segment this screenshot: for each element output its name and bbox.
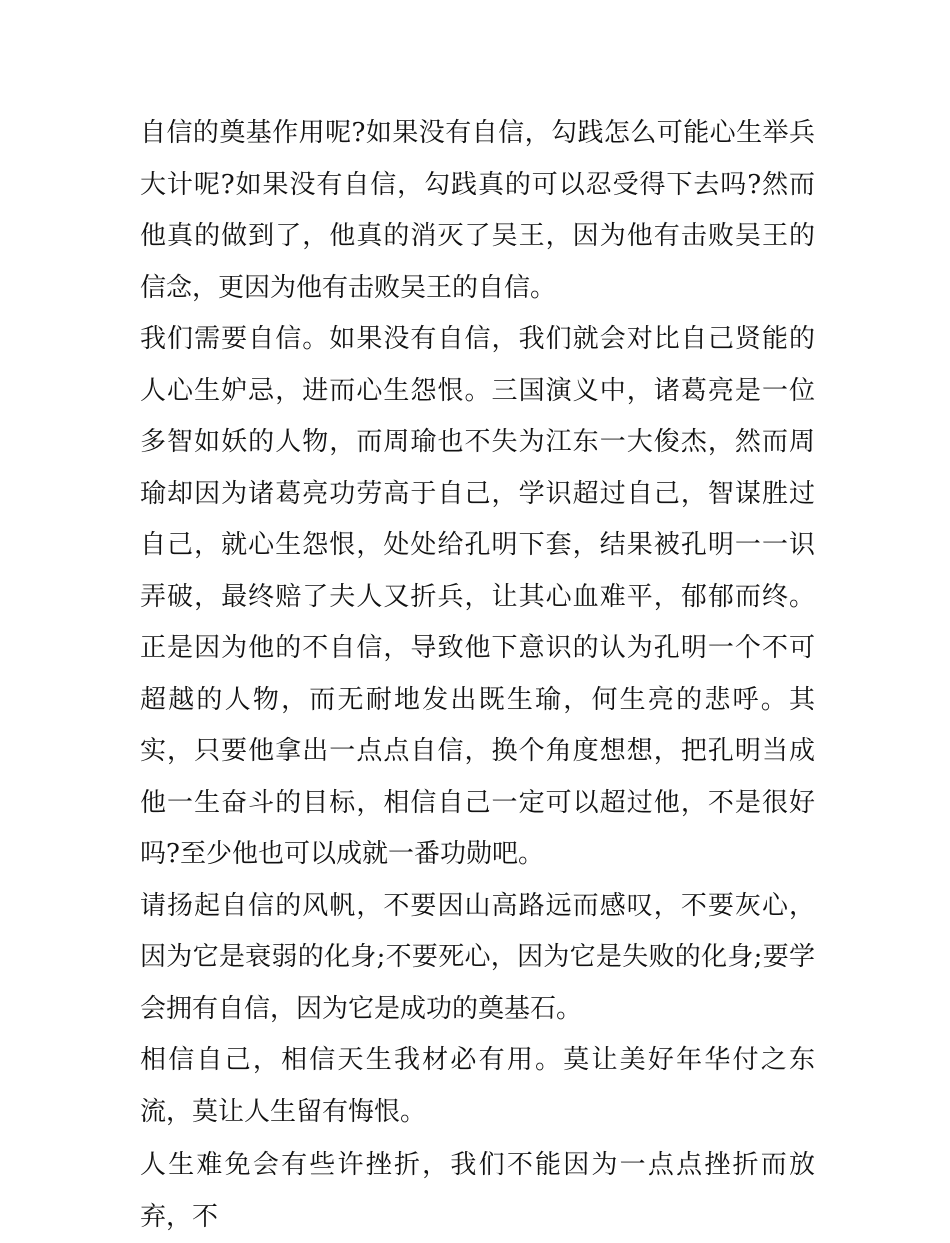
paragraph-2: 我们需要自信。如果没有自信，我们就会对比自己贤能的人心生妒忌，进而心生怨恨。三国演义中，诸葛亮是一位多智如妖的人物，而周瑜也不失为江东一大俊杰，然而周瑜却因为诸葛亮功劳高于自己，学识超过自己，智谋胜过自己，就心生怨恨，处处给孔明下套，结果被孔明一一识弄破，最终赔了夫人又折兵，让其心血难平，郁郁而终。正是因为他的不自信，导致他下意识的认为孔明一个不可超越的人物，而无耐地发出既生瑜，何生亮的悲呼。其实，只要他拿出一点点自信，换个角度想想，把孔明当成他一生奋斗的目标，相信自己一定可以超过他，不是很好吗?至少他也可以成就一番功勋吧。: [140, 324, 815, 869]
paragraph-4: 相信自己，相信天生我材必有用。莫让美好年华付之东流，莫让人生留有悔恨。: [140, 1045, 815, 1127]
document-body: [140, 108, 815, 1243]
paragraph-3: 请扬起自信的风帆，不要因山高路远而感叹，不要灰心，因为它是衰弱的化身;不要死心，因为它是失败的化身;要学会拥有自信，因为它是成功的奠基石。: [140, 890, 815, 1024]
paragraph-1: 自信的奠基作用呢?如果没有自信，勾践怎么可能心生举兵大计呢?如果没有自信，勾践真的可以忍受得下去吗?然而他真的做到了，他真的消灭了吴王，因为他有击败吴王的信念，更因为他有击败吴王的自信。: [140, 118, 815, 303]
paragraph-5: 人生难免会有些许挫折，我们不能因为一点点挫折而放弃，不: [140, 1150, 815, 1232]
